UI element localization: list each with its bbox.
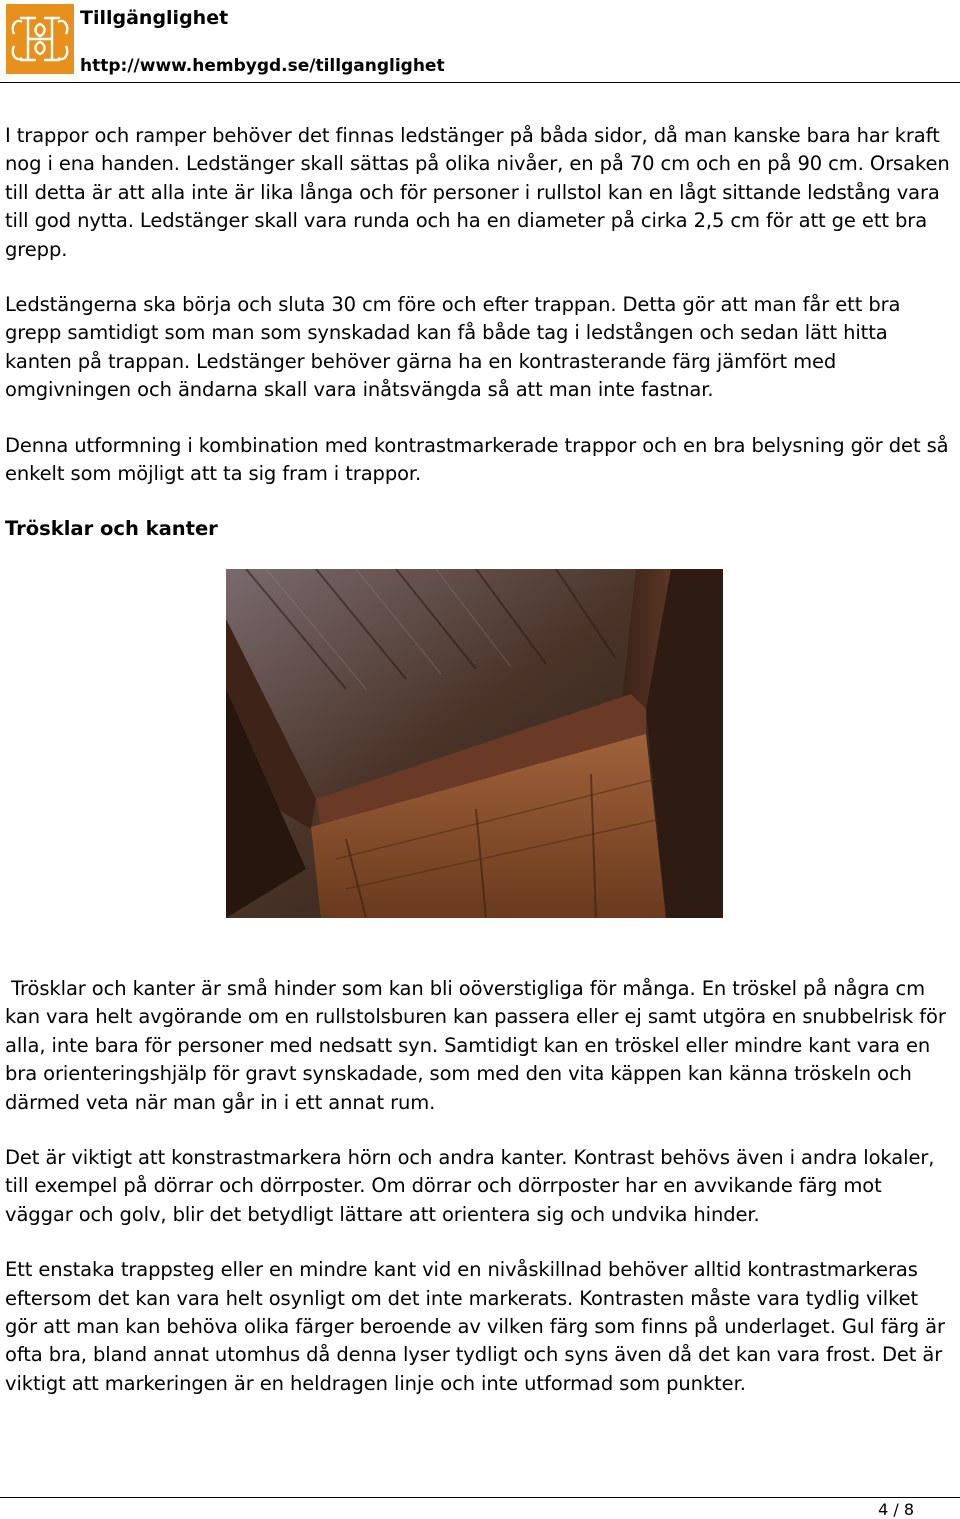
article-content-lower — [5, 975, 955, 1398]
paragraph-handrails: I trappor och ramper behöver det finnas ledstänger på båda sidor, då man kanske bara har kraft nog i ena handen. Ledstänger skall sättas på olika nivåer, en på 70 cm och en på 90 cm. Orsaken till detta är att alla inte är lika långa och för personer i rullstol kan en lågt sittande ledstång vara till god nytta. Ledstänger skall vara runda och ha en diameter på cirka 2,5 cm för att ge ett bra grepp. — [5, 124, 950, 261]
page-number: 4 / 8 — [878, 1500, 914, 1519]
paragraph-step-marking: Ett enstaka trappsteg eller en mindre kant vid en nivåskillnad behöver alltid kontrastmarkeras eftersom det kan vara helt osynligt om det inte markerats. Kontrasten måste vara tydlig vilket gör att man kan behöva olika färger beroende av vilken färg som finns på underlaget. Gul färg är ofta bra, bland annat utomhus då denna lyser tydligt och syns även då det kan vara frost. Det är viktigt att markeringen är en heldragen linje och inte utformad som punkter. — [5, 1258, 945, 1395]
paragraph-stairs-summary: Denna utformning i kombination med kontrastmarkerade trappor och en bra belysning gör det så enkelt som möjligt att ta sig fram i trappor. — [5, 433, 949, 486]
paragraph-contrast-corners: Det är viktigt att konstrastmarkera hörn och andra kanter. Kontrast behövs även i andra lokaler, till exempel på dörrar och dörrposter. Om dörrar och dörrposter har en avvikande färg mot väggar och golv, blir det betydligt lättare att orientera sig och undvika hinder. — [5, 1146, 935, 1226]
article-content — [5, 122, 955, 543]
section-heading: Trösklar och kanter — [5, 517, 218, 541]
footer-divider — [0, 1497, 960, 1498]
header-divider — [0, 82, 960, 83]
hembygd-logo-icon — [6, 4, 74, 74]
page-header — [0, 0, 960, 84]
site-title: Tillgänglighet — [80, 7, 229, 29]
paragraph-thresholds: Trösklar och kanter är små hinder som kan bli oöverstigliga för många. En tröskel på några cm kan vara helt avgörande om en rullstolsburen kan passera eller ej samt utgöra en snubbelrisk för alla, inte bara för personer med nedsatt syn. Samtidigt kan en tröskel eller mindre kant vara en bra orienteringshjälp för gravt synskadade, som med den vita käppen kan känna tröskeln och därmed veta när man går in i ett annat rum. — [5, 977, 952, 1114]
wooden-threshold-photo — [226, 569, 723, 918]
site-url[interactable]: http://www.hembygd.se/tillganglighet — [80, 56, 445, 76]
paragraph-handrail-length: Ledstängerna ska börja och sluta 30 cm före och efter trappan. Detta gör att man får ett bra grepp samtidigt som man som synskadad kan få både tag i ledstången och sedan lätt hitta kanten på trappan. Ledstänger behöver gärna ha en kontrasterande färg jämfört med omgivningen och ändarna skall vara inåtsvängda så att man inte fastnar. — [5, 293, 901, 402]
